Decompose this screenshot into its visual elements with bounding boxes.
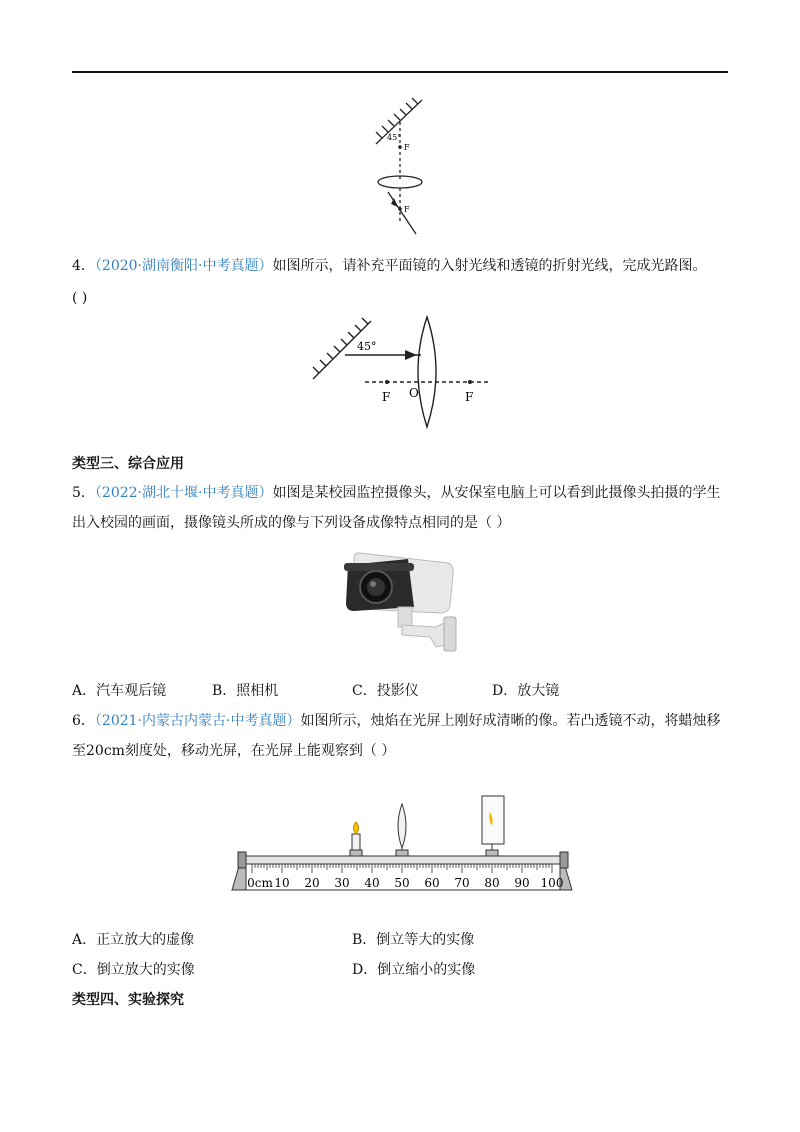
q6-question-line1 bbox=[72, 711, 720, 731]
security-camera-image bbox=[340, 545, 470, 660]
q5-option-b[interactable]: B．照相机 bbox=[212, 683, 279, 699]
q6-text-line1: 如图所示，烛焰在光屏上刚好成清晰的像。若凸透镜不动，将蜡烛移 bbox=[300, 713, 721, 729]
ruler-label: 10 bbox=[274, 876, 290, 890]
q6-option-d[interactable]: D．倒立缩小的实像 bbox=[352, 962, 476, 978]
q4-answer-blank: ( ) bbox=[72, 290, 88, 306]
q6-option-b[interactable]: B．倒立等大的实像 bbox=[352, 932, 475, 948]
q5-option-a[interactable]: A．汽车观后镜 bbox=[72, 683, 167, 699]
mirror-lens-figure-4 bbox=[305, 315, 495, 435]
q4-text: 如图所示，请补充平面镜的入射光线和透镜的折射光线，完成光路图。 bbox=[272, 258, 707, 274]
fig4-center-label: O bbox=[409, 386, 419, 400]
q5-question-line2: 出入校园的画面，摄像镜头所成的像与下列设备成像特点相同的是（ ） bbox=[72, 515, 511, 531]
ruler-label: 90 bbox=[514, 876, 530, 890]
q5-option-d[interactable]: D．放大镜 bbox=[492, 683, 560, 699]
q6-option-c[interactable]: C．倒立放大的实像 bbox=[72, 962, 195, 978]
fig4-angle-label: 45° bbox=[357, 340, 377, 353]
fig1-focus-bottom-label: F bbox=[404, 205, 410, 214]
fig1-angle-label: 45° bbox=[387, 133, 402, 142]
section-4-heading: 类型四、实验探究 bbox=[72, 992, 184, 1008]
q4-question bbox=[72, 256, 706, 276]
ruler-label: 30 bbox=[334, 876, 350, 890]
ruler-label: 0cm bbox=[247, 876, 273, 890]
q5-number: 5． bbox=[72, 485, 95, 501]
q6-question-line2: 至20cm刻度处，移动光屏，在光屏上能观察到（ ） bbox=[72, 743, 396, 759]
q5-source[interactable]: （2022·湖北十堰·中考真题） bbox=[94, 485, 273, 501]
section-3-heading: 类型三、综合应用 bbox=[72, 456, 184, 472]
q5-option-c[interactable]: C．投影仪 bbox=[352, 683, 419, 699]
header-rule bbox=[72, 71, 728, 73]
ruler-label: 70 bbox=[454, 876, 470, 890]
q5-question-line1 bbox=[72, 483, 720, 503]
q4-number: 4． bbox=[72, 258, 95, 274]
q6-option-a[interactable]: A．正立放大的虚像 bbox=[72, 932, 195, 948]
ruler-label: 20 bbox=[304, 876, 320, 890]
q5-text-line1: 如图是某校园监控摄像头，从安保室电脑上可以看到此摄像头拍摄的学生 bbox=[272, 485, 721, 501]
ruler-label: 60 bbox=[424, 876, 440, 890]
q4-source[interactable]: （2020·湖南衡阳·中考真题） bbox=[94, 258, 273, 274]
ruler-label: 80 bbox=[484, 876, 500, 890]
fig1-focus-top-label: F bbox=[404, 143, 410, 152]
ruler-label: 50 bbox=[394, 876, 410, 890]
ruler-label: 40 bbox=[364, 876, 380, 890]
q6-number: 6． bbox=[72, 713, 95, 729]
fig4-focus-left-label: F bbox=[382, 390, 391, 404]
mirror-lens-figure-1 bbox=[360, 92, 450, 242]
fig4-focus-right-label: F bbox=[465, 390, 474, 404]
optical-bench-figure bbox=[222, 790, 586, 896]
q6-source[interactable]: （2021·内蒙古内蒙古·中考真题） bbox=[94, 713, 301, 729]
ruler-label: 100 bbox=[540, 876, 564, 890]
